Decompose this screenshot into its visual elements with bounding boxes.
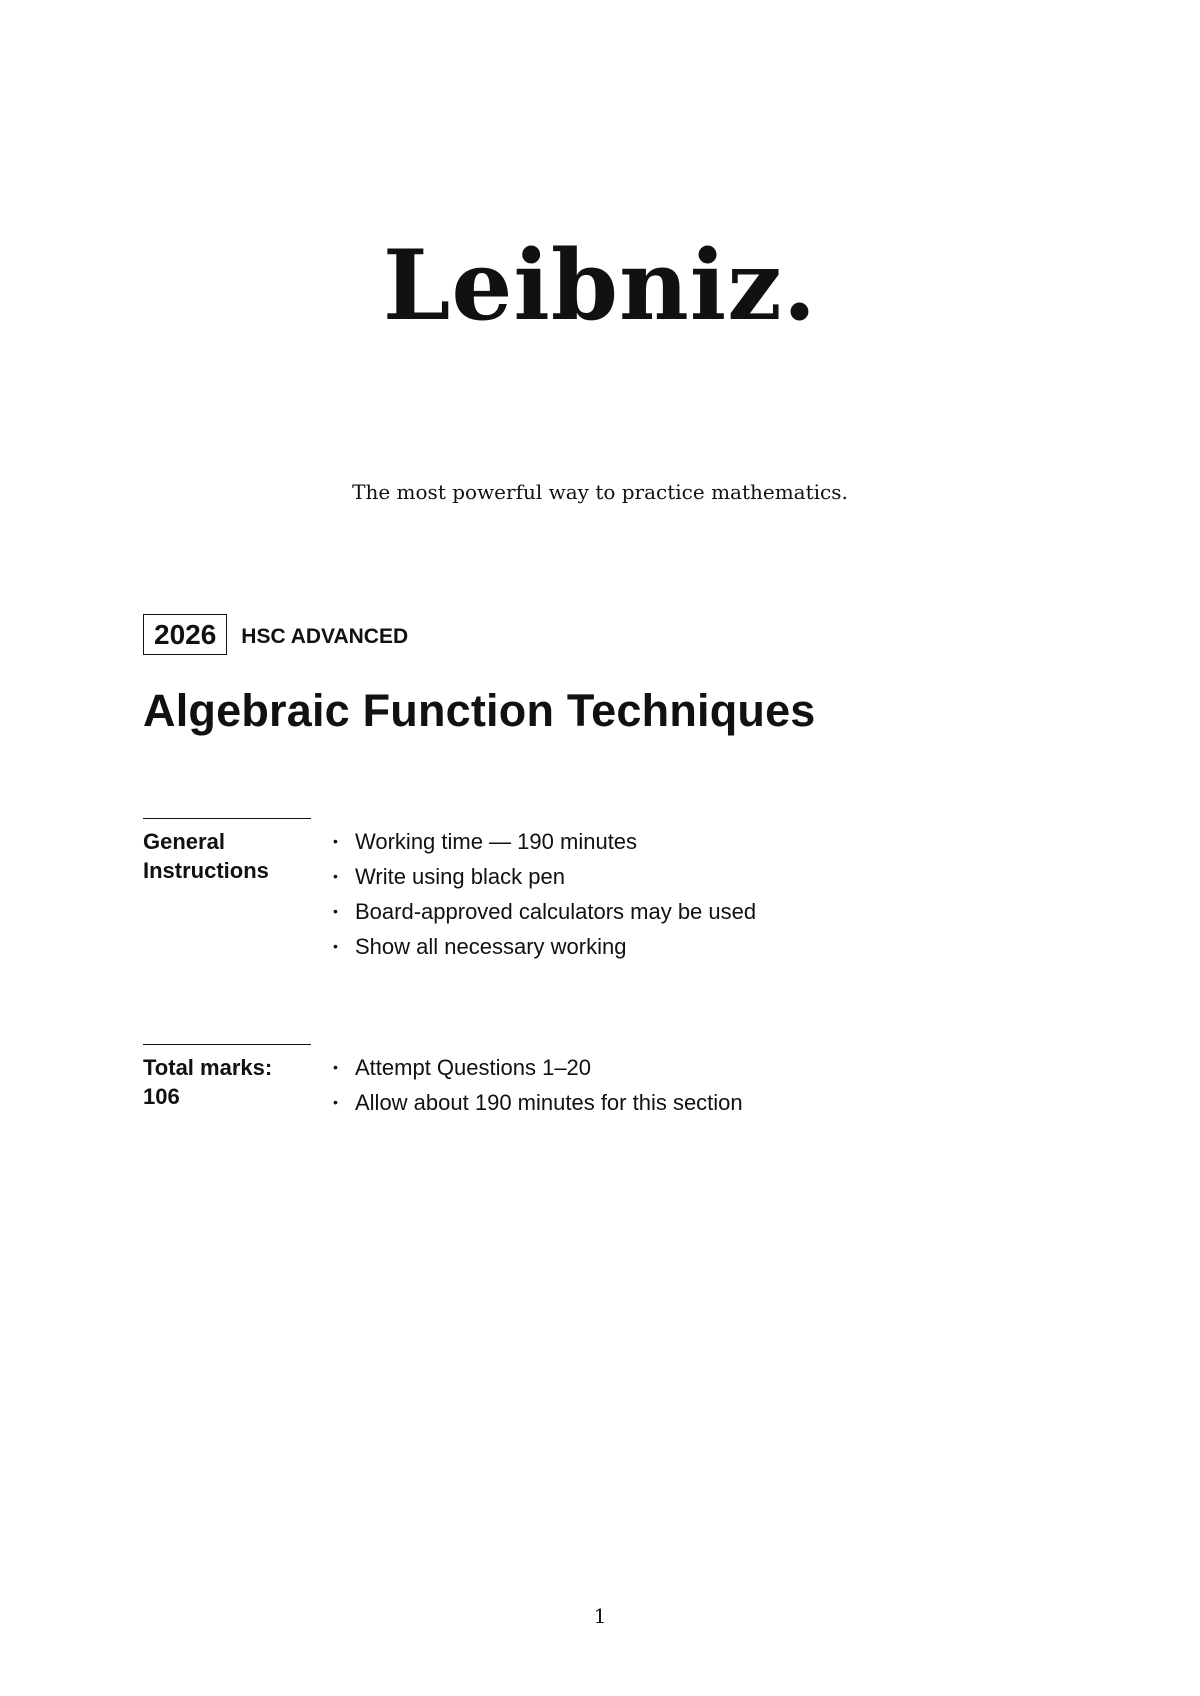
total-marks-label (143, 1044, 311, 1120)
list-item-text: Allow about 190 minutes for this section (355, 1090, 743, 1115)
exam-header (143, 614, 408, 655)
bullet-icon: • (333, 903, 338, 919)
total-marks-section (143, 1044, 743, 1120)
bullet-icon: • (333, 868, 338, 884)
total-marks-list (333, 1044, 743, 1120)
list-item (333, 894, 756, 929)
list-item-text: Show all necessary working (355, 934, 627, 959)
list-item-text: Board-approved calculators may be used (355, 899, 757, 924)
list-item-text: Attempt Questions 1–20 (355, 1055, 592, 1080)
page-number: 1 (593, 1604, 607, 1628)
bullet-icon: • (333, 1059, 338, 1075)
brand-tagline: The most powerful way to practice mathematics. (352, 480, 848, 504)
list-item (333, 1085, 743, 1120)
general-instructions-section (143, 818, 756, 964)
list-item-text: Write using black pen (355, 864, 565, 889)
year-badge: 2026 (143, 614, 227, 655)
list-item (333, 859, 756, 894)
bullet-icon: • (333, 938, 338, 954)
general-instructions-label (143, 818, 311, 964)
label-line: Total marks: (143, 1055, 273, 1080)
label-line: General (143, 829, 225, 854)
label-line: 106 (143, 1084, 180, 1109)
bullet-icon: • (333, 833, 338, 849)
brand-logo: Leibniz. (382, 229, 818, 342)
page-title: Algebraic Function Techniques (143, 685, 816, 736)
general-instructions-list (333, 818, 756, 964)
list-item (333, 1050, 743, 1085)
list-item-text: Working time — 190 minutes (355, 829, 638, 854)
list-item (333, 824, 756, 859)
course-name: HSC ADVANCED (241, 624, 409, 648)
bullet-icon: • (333, 1094, 338, 1110)
label-line: Instructions (143, 858, 269, 883)
list-item (333, 929, 756, 964)
